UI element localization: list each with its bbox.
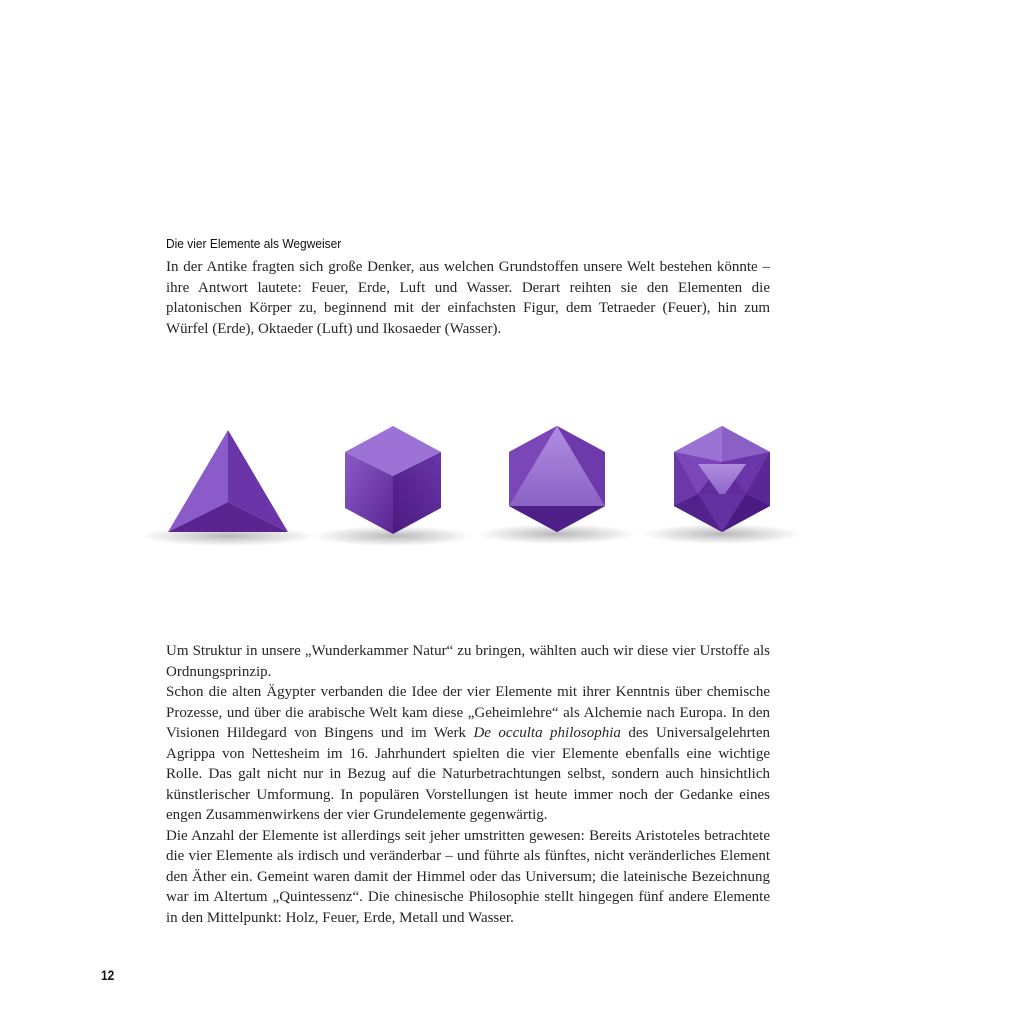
section-heading: Die vier Elemente als Wegweiser: [166, 236, 342, 251]
body-paragraph-3: Die Anzahl der Elemente ist allerdings seit jeher umstritten gewesen: Bereits Aristoteles betrachtete die vier Elemente als irdisch und veränderbar – und führte als fünftes, nicht veränderliches Element den Äther ein. Gemeint waren damit der Himmel oder das Universum; die lateinische Bezeichnung war im Altertum „Quintessenz“. Die chinesische Philosophie stellt hingegen fünf andere Elemente in den Mittelpunkt: Holz, Feuer, Erde, Metall und Wasser.: [166, 827, 770, 926]
body-paragraph-2: [166, 682, 770, 826]
page-number: 12: [101, 967, 115, 983]
platonic-solids-figure: [140, 418, 800, 558]
body-text: [166, 641, 770, 928]
body-paragraph-2-end: des Universalgelehrten Agrippa von Nettesheim im 16. Jahrhundert spielten die vier Elemente ebenfalls eine wichtige Rolle. Das galt nicht nur in Bezug auf die Naturbetrachtungen selbst, sondern auch hinsichtlich künstlerischer Umformung. In populären Vorstellungen ist heute immer noch der Gedanke eines engen Zusammenwirkens der vier Grundelemente gegenwärtig.: [166, 725, 770, 823]
book-title: De occulta philosophia: [473, 725, 621, 741]
octahedron-icon: [509, 426, 605, 534]
tetrahedron-icon: [168, 428, 288, 538]
cube-icon: [345, 426, 441, 536]
intro-text: In der Antike fragten sich große Denker, aus welchen Grundstoffen unsere Welt bestehen könnte – ihre Antwort lautete: Feuer, Erde, Luft und Wasser. Derart reihten sie den Elementen die platonischen Körper zu, beginnend mit der einfachsten Figur, dem Tetraeder (Feuer), hin zum Würfel (Erde), Oktaeder (Luft) und Ikosaeder (Wasser).: [166, 259, 770, 337]
body-paragraph-1: Um Struktur in unsere „Wunderkammer Natur“ zu bringen, wählten auch wir diese vier Urstoffe als Ordnungsprinzip.: [166, 643, 770, 680]
icosahedron-icon: [674, 426, 770, 534]
body-paragraph-2-start: Schon die alten Ägypter verbanden die Idee der vier Elemente mit ihrer Kenntnis über chemische Prozesse, und über die arabische Welt kam diese „Geheimlehre“ als Alchemie nach Europa. In den Visionen Hildegard von Bingens und im Werk: [166, 684, 770, 741]
intro-paragraph: [166, 257, 770, 339]
